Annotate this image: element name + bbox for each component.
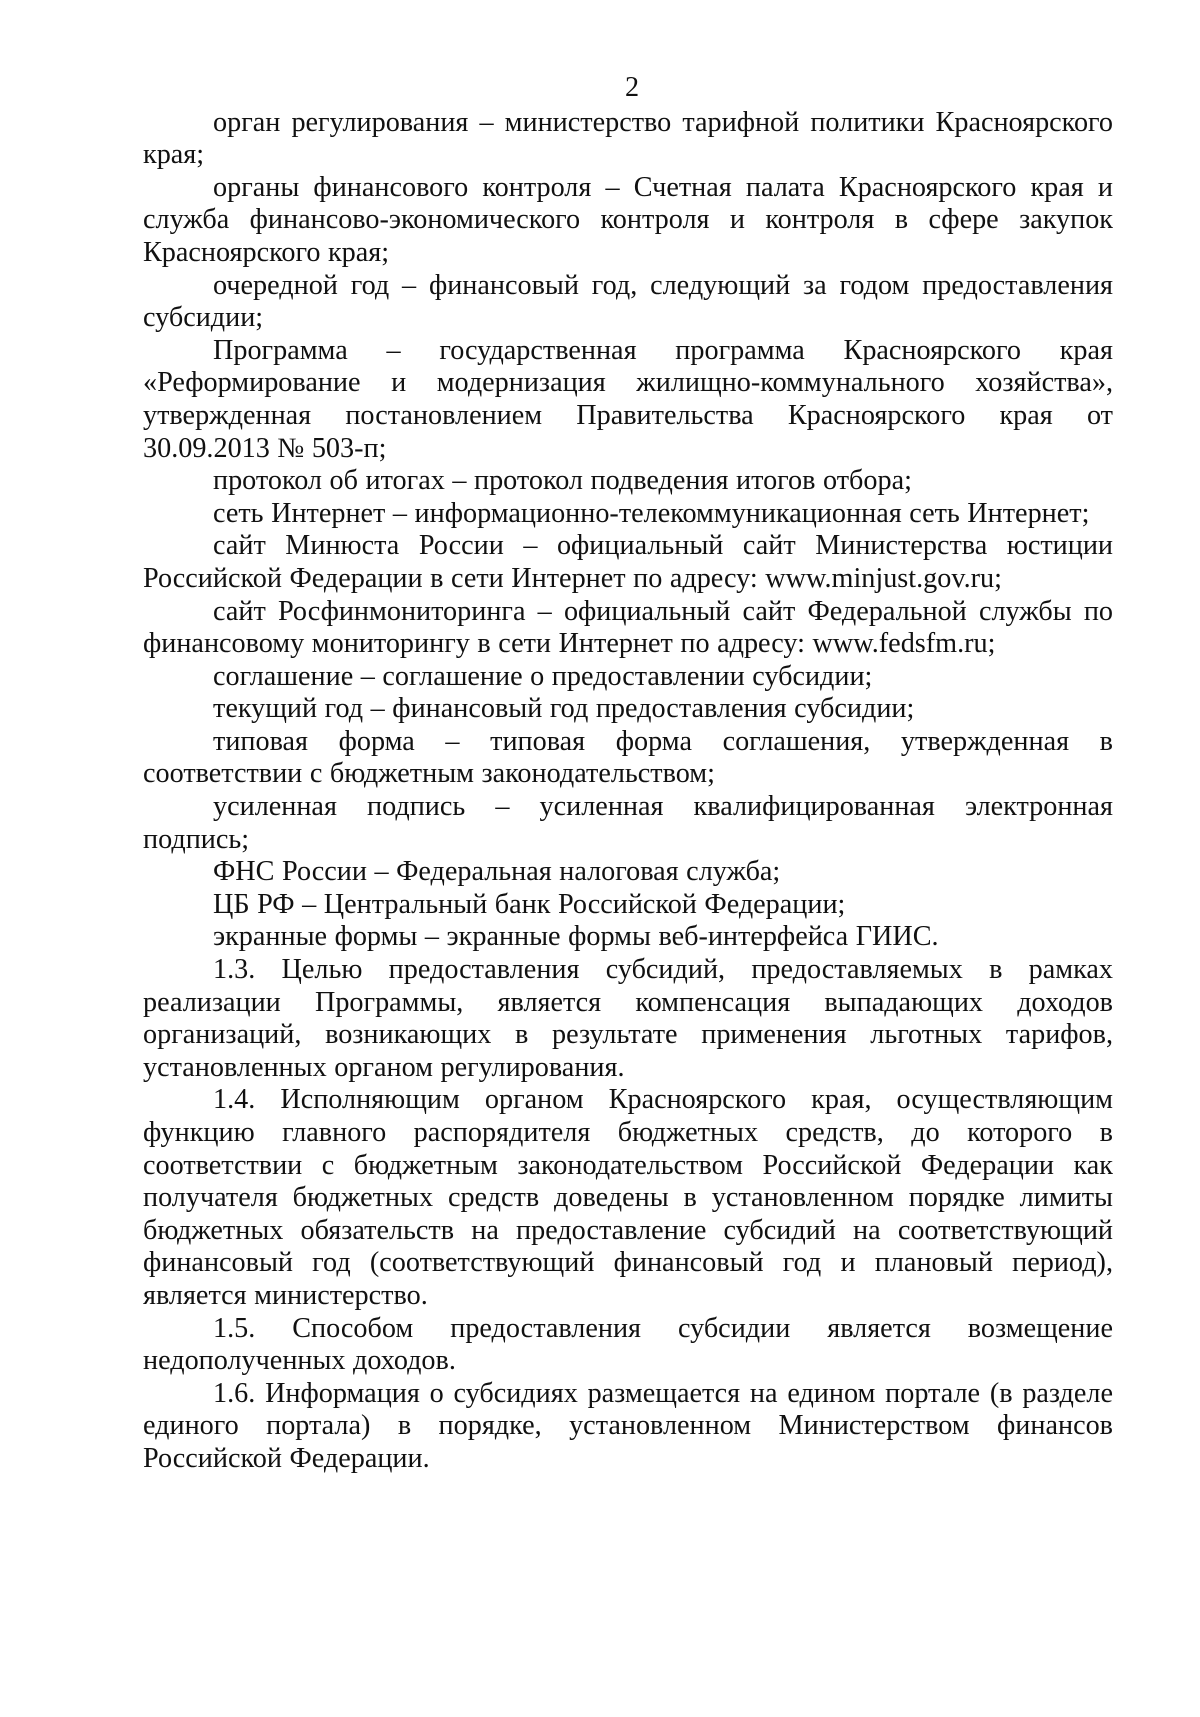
definition-fns-rossii: ФНС России – Федеральная налоговая служба; <box>213 856 781 888</box>
definition-soglashenie: соглашение – соглашение о предоставлении субсидии; <box>213 660 873 692</box>
clause-1-3: 1.3. Целью предоставления субсидий, предоставляемых в рамках реализации Программы, является компенсация выпадающих доходов организаций, возникающих в результате применения льготных тарифов, установленных органом регулирования. <box>143 954 1113 1083</box>
clause-1-4: 1.4. Исполняющим органом Красноярского края, осуществляющим функцию главного распорядителя бюджетных средств, до которого в соответствии с бюджетным законодательством Российской Федерации как получателя бюджетных средств доведены в установленном порядке лимиты бюджетных обязательств на предоставление субсидий на соответствующий финансовый год (соответствующий финансовый год и плановый период), является министерство. <box>143 1084 1113 1311</box>
clause-1-6: 1.6. Информация о субсидиях размещается на едином портале (в разделе единого портала) в порядке, установленном Министерством финансов Российской Федерации. <box>143 1377 1113 1474</box>
definition-organ-regulirovaniya: орган регулирования – министерство тарифной политики Красноярского края; <box>143 106 1113 171</box>
definition-set-internet: сеть Интернет – информационно-телекоммуникационная сеть Интернет; <box>213 497 1090 529</box>
definition-cb-rf: ЦБ РФ – Центральный банк Российской Федерации; <box>213 888 846 920</box>
page-number: 2 <box>624 72 640 103</box>
clause-1-5: 1.5. Способом предоставления субсидии является возмещение недополученных доходов. <box>143 1312 1113 1377</box>
definition-programma: Программа – государственная программа Красноярского края «Реформирование и модернизация жилищно-коммунального хозяйства», утвержденная постановлением Правительства Красноярского края от 30.09.2013 № 503-п; <box>143 334 1113 464</box>
definition-tekushchiy-god: текущий год – финансовый год предоставления субсидии; <box>213 693 915 725</box>
definition-sayt-minyusta: сайт Минюста России – официальный сайт Министерства юстиции Российской Федерации в сети Интернет по адресу: www.minjust.gov.ru; <box>143 530 1113 594</box>
definition-sayt-rosfinmonitoringa: сайт Росфинмониторинга – официальный сайт Федеральной службы по финансовому мониторингу в сети Интернет по адресу: www.fedsfm.ru; <box>143 595 1113 660</box>
document-page <box>143 72 1113 1476</box>
definition-ekrannye-formy: экранные формы – экранные формы веб-интерфейса ГИИС. <box>213 921 939 953</box>
definition-organy-finansovogo-kontrolya: органы финансового контроля – Счетная палата Красноярского края и служба финансово-экономического контроля и контроля в сфере закупок Красноярского края; <box>143 171 1113 268</box>
definition-usilennaya-podpis: усиленная подпись – усиленная квалифицированная электронная подпись; <box>143 791 1113 855</box>
definition-tipovaya-forma: типовая форма – типовая форма соглашения, утвержденная в соответствии с бюджетным законодательством; <box>143 725 1113 790</box>
definition-protokol-ob-itogakh: протокол об итогах – протокол подведения итогов отбора; <box>213 465 912 497</box>
definition-ocherednoy-god: очередной год – финансовый год, следующий за годом предоставления субсидии; <box>143 269 1113 334</box>
